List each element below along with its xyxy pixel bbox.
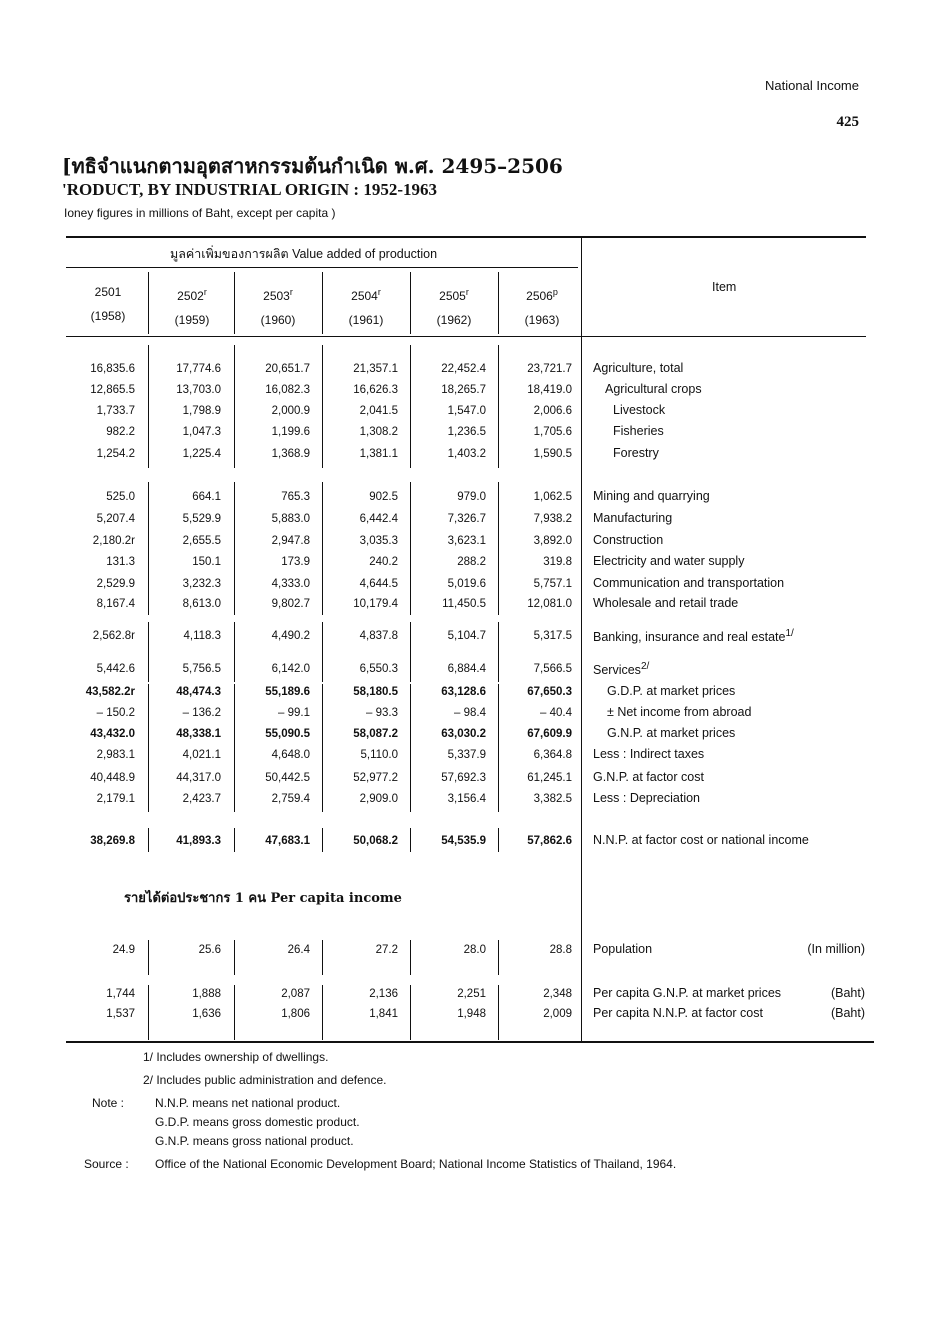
table-cell: 44,317.0: [176, 772, 221, 784]
table-cell: 52,977.2: [353, 772, 398, 784]
table-cell: 8,613.0: [182, 598, 221, 610]
column-year-be: 2503$^r$: [263, 287, 293, 303]
table-cell: 40,448.9: [90, 772, 135, 784]
table-cell: 525.0: [106, 491, 135, 503]
table-cell: 5,757.1: [533, 578, 572, 590]
row-label: G.N.P. at market prices: [607, 726, 736, 740]
table-cell: 979.0: [457, 491, 486, 503]
table-cell: 50,442.5: [265, 772, 310, 784]
table-cell: 4,837.8: [359, 630, 398, 642]
table-cell: 7,566.5: [533, 663, 572, 675]
per-capita-cell: 28.8: [549, 944, 572, 956]
per-capita-cell: 1,636: [192, 1008, 221, 1020]
table-cell: 4,333.0: [271, 578, 310, 590]
table-cell: 5,019.6: [447, 578, 486, 590]
table-cell: 16,835.6: [90, 363, 135, 375]
group-header: มูลค่าเพิ่มของการผลิต Value added of production: [170, 247, 438, 261]
table-cell: 5,529.9: [182, 513, 221, 525]
subtitle: Ioney figures in millions of Baht, except per capita ): [64, 206, 336, 220]
per-capita-label: Per capita N.N.P. at factor cost: [593, 1006, 763, 1020]
table-cell: 4,644.5: [359, 578, 398, 590]
column-divider: [148, 272, 149, 334]
table-cell: 902.5: [369, 491, 398, 503]
item-header: Item: [712, 280, 737, 294]
table-cell: 1,381.1: [359, 448, 398, 460]
section-header: National Income: [765, 78, 859, 93]
table-cell: 3,382.5: [533, 793, 572, 805]
table-cell: 4,490.2: [271, 630, 310, 642]
row-label: Forestry: [613, 446, 659, 460]
column-header: [412, 280, 496, 332]
source-text: Office of the National Economic Development Board; National Income Statistics of Thailand, 1964.: [155, 1157, 677, 1171]
table-cell: 6,364.8: [533, 749, 572, 761]
group-header-rule: [66, 267, 578, 268]
row-label: G.D.P. at market prices: [607, 684, 736, 698]
column-divider: [234, 272, 235, 334]
table-cell: 6,884.4: [447, 663, 486, 675]
column-year-ad: (1963): [524, 313, 560, 327]
footnote-ref: 1/: [785, 628, 794, 639]
column-header: [324, 280, 408, 332]
table-cell: 4,118.3: [183, 630, 221, 642]
column-header: [66, 280, 150, 328]
per-capita-header: รายได้ต่อประชากร 1 คน Per capita income: [124, 891, 402, 906]
table-cell: 2,529.9: [96, 578, 135, 590]
per-capita-label: Per capita G.N.P. at market prices: [593, 986, 782, 1000]
table-cell: 9,802.7: [271, 598, 310, 610]
table-cell: – 99.1: [278, 707, 310, 719]
table-cell: 1,368.9: [271, 448, 310, 460]
table-cell: 4,648.0: [271, 749, 310, 761]
note-nnp: N.N.P. means net national product.: [155, 1096, 341, 1110]
table-cell: 2,000.9: [271, 405, 310, 417]
row-label: Electricity and water supply: [593, 554, 745, 568]
per-capita-cell: 1,537: [106, 1008, 135, 1020]
table-cell: 5,442.6: [96, 663, 135, 675]
table-cell: 47,683.1: [265, 835, 310, 847]
table-cell: 67,650.3: [527, 686, 572, 698]
table-cell: 41,893.3: [176, 835, 221, 847]
table-cell: 7,938.2: [533, 513, 572, 525]
table-cell: 1,733.7: [96, 405, 135, 417]
row-label: Less : Indirect taxes: [593, 747, 705, 761]
table-cell: 20,651.7: [265, 363, 310, 375]
table-cell: 48,474.3: [176, 686, 221, 698]
table-cell: 5,756.5: [182, 663, 221, 675]
table-cell: 1,798.9: [182, 405, 221, 417]
table-cell: 61,245.1: [527, 772, 572, 784]
per-capita-cell: 1,806: [281, 1008, 310, 1020]
table-cell: 6,550.3: [359, 663, 398, 675]
table-cell: 1,705.6: [533, 426, 572, 438]
table-cell: 765.3: [281, 491, 310, 503]
column-divider: [410, 272, 411, 334]
table-cell: 240.2: [369, 556, 398, 568]
table-cell: 17,774.6: [176, 363, 221, 375]
table-cell: 7,326.7: [447, 513, 486, 525]
table-cell: 6,442.4: [359, 513, 398, 525]
table-cell: 1,062.5: [533, 491, 572, 503]
column-year-ad: (1959): [174, 313, 210, 327]
column-year-ad: (1961): [348, 313, 384, 327]
table-cell: 55,090.5: [265, 728, 310, 740]
row-label: Services$^{2/}$: [593, 661, 650, 678]
table-cell: 2,006.6: [533, 405, 572, 417]
footnote-2: 2/ Includes public administration and defence.: [143, 1073, 387, 1087]
table-cell: 55,189.6: [265, 686, 310, 698]
table-cell: 1,308.2: [359, 426, 398, 438]
per-capita-cell: 27.2: [375, 944, 398, 956]
table-cell: 38,269.8: [90, 835, 135, 847]
table-cell: 48,338.1: [176, 728, 221, 740]
column-year-ad: (1962): [436, 313, 472, 327]
table-cell: 43,582.2r: [85, 686, 135, 698]
per-capita-unit: (In million): [807, 942, 865, 956]
per-capita-label: Population: [593, 942, 653, 956]
table-cell: 1,254.2: [96, 448, 135, 460]
table-cell: 16,082.3: [265, 384, 310, 396]
table-cell: 1,236.5: [447, 426, 486, 438]
column-header: [236, 280, 320, 332]
per-capita-cell: 2,348: [543, 988, 572, 1000]
table-cell: 5,883.0: [271, 513, 310, 525]
per-capita-cell: 2,251: [457, 988, 486, 1000]
row-label: Construction: [593, 533, 664, 547]
table-cell: 664.1: [192, 491, 221, 503]
table-cell: 13,703.0: [176, 384, 221, 396]
table-cell: – 150.2: [96, 707, 135, 719]
table-cell: 2,423.7: [182, 793, 221, 805]
column-divider: [498, 272, 499, 334]
table-cell: 1,199.6: [271, 426, 310, 438]
per-capita-cell: 2,087: [281, 988, 310, 1000]
table-cell: 2,041.5: [359, 405, 398, 417]
per-capita-cell: 2,136: [369, 988, 398, 1000]
table-cell: 57,692.3: [441, 772, 486, 784]
table-cell: 3,156.4: [447, 793, 486, 805]
header-bottom-rule: [66, 336, 866, 337]
table-cell: 58,087.2: [353, 728, 398, 740]
per-capita-cell: 1,948: [457, 1008, 486, 1020]
table-cell: 5,337.9: [447, 749, 486, 761]
table-cell: 5,207.4: [96, 513, 135, 525]
table-cell: 3,892.0: [533, 535, 572, 547]
footnote-ref: 2/: [640, 661, 650, 672]
table-cell: 173.9: [281, 556, 310, 568]
table-cell: 2,655.5: [182, 535, 221, 547]
row-label: Banking, insurance and real estate$^{1/}$: [593, 628, 794, 645]
row-label: Less : Depreciation: [593, 791, 701, 805]
table-cell: 43,432.0: [90, 728, 135, 740]
table-cell: – 40.4: [540, 707, 572, 719]
column-year-flag: r: [465, 287, 469, 297]
table-cell: 10,179.4: [353, 598, 398, 610]
row-label: N.N.P. at factor cost or national income: [593, 833, 809, 847]
table-cell: 22,452.4: [441, 363, 486, 375]
column-header: [150, 280, 234, 332]
table-cell: 1,403.2: [447, 448, 486, 460]
per-capita-unit: (Baht): [830, 986, 865, 1000]
column-year-flag: r: [289, 287, 293, 297]
column-year-be: 2502$^r$: [177, 287, 207, 303]
table-cell: 58,180.5: [353, 686, 398, 698]
table-cell: 18,419.0: [527, 384, 572, 396]
footnote-1: 1/ Includes ownership of dwellings.: [143, 1050, 329, 1064]
per-capita-cell: 26.4: [287, 944, 310, 956]
row-label: Livestock: [613, 403, 666, 417]
row-label: Agriculture, total: [593, 361, 684, 375]
table-cell: 982.2: [106, 426, 135, 438]
table-cell: 150.1: [192, 556, 221, 568]
row-label: Agricultural crops: [605, 382, 702, 396]
column-year-be: 2504$^r$: [351, 287, 381, 303]
table-cell: 2,759.4: [271, 793, 310, 805]
column-divider: [322, 272, 323, 334]
table-cell: 1,547.0: [447, 405, 486, 417]
table-cell: 12,865.5: [90, 384, 135, 396]
table-cell: 1,590.5: [533, 448, 572, 460]
table-cell: 3,623.1: [447, 535, 486, 547]
table-cell: – 93.3: [366, 707, 398, 719]
table-cell: 5,317.5: [533, 630, 572, 642]
table-cell: 5,110.0: [360, 749, 398, 761]
table-cell: 23,721.7: [527, 363, 572, 375]
row-label: G.N.P. at factor cost: [593, 770, 704, 784]
row-label: ± Net income from abroad: [607, 705, 752, 719]
table-cell: 21,357.1: [353, 363, 398, 375]
row-label: Wholesale and retail trade: [593, 596, 739, 610]
table-cell: 54,535.9: [441, 835, 486, 847]
column-year-ad: (1958): [90, 309, 126, 323]
table-top-rule: [66, 236, 866, 238]
row-label: Mining and quarrying: [593, 489, 710, 503]
table-cell: 67,609.9: [527, 728, 572, 740]
table-cell: – 98.4: [454, 707, 486, 719]
table-cell: 6,142.0: [271, 663, 310, 675]
row-label: Fisheries: [613, 424, 664, 438]
table-cell: 63,030.2: [441, 728, 486, 740]
table-cell: 288.2: [457, 556, 486, 568]
per-capita-unit: (Baht): [830, 1006, 865, 1020]
table-cell: 50,068.2: [353, 835, 398, 847]
column-year-be: 2501: [94, 285, 122, 299]
table-cell: 1,047.3: [182, 426, 221, 438]
title-thai: [ทธิจำแนกตามอุตสาหกรรมต้นกำเนิด พ.ศ. 2495–2506: [62, 154, 563, 178]
per-capita-cell: 1,744: [106, 988, 135, 1000]
source-label: Source :: [84, 1157, 129, 1171]
item-column-divider: [581, 238, 582, 1041]
table-cell: 4,021.1: [182, 749, 221, 761]
table-cell: 1,225.4: [182, 448, 221, 460]
per-capita-cell: 2,009: [543, 1008, 572, 1020]
page-number: 425: [836, 114, 859, 130]
per-capita-cell: 1,888: [192, 988, 221, 1000]
table-cell: 5,104.7: [447, 630, 486, 642]
table-bottom-rule: [66, 1041, 874, 1043]
table-cell: 2,180.2r: [92, 535, 135, 547]
note-label: Note :: [92, 1096, 125, 1110]
table-cell: 319.8: [543, 556, 572, 568]
table-cell: 16,626.3: [353, 384, 398, 396]
table-cell: 8,167.4: [96, 598, 135, 610]
column-year-flag: p: [552, 287, 558, 297]
note-gdp: G.D.P. means gross domestic product.: [155, 1115, 360, 1129]
per-capita-cell: 28.0: [463, 944, 486, 956]
column-year-flag: r: [377, 287, 381, 297]
column-year-ad: (1960): [260, 313, 296, 327]
per-capita-cell: 1,841: [369, 1008, 398, 1020]
table-cell: 3,232.3: [182, 578, 221, 590]
table-cell: 2,909.0: [359, 793, 398, 805]
column-year-be: 2505$^r$: [439, 287, 469, 303]
table-cell: 3,035.3: [359, 535, 398, 547]
column-year-flag: r: [203, 287, 207, 297]
per-capita-cell: 25.6: [198, 944, 221, 956]
column-year-be: 2506$^p$: [526, 287, 558, 303]
table-cell: 12,081.0: [527, 598, 572, 610]
table-cell: 2,179.1: [96, 793, 135, 805]
table-cell: 63,128.6: [441, 686, 486, 698]
table-cell: 18,265.7: [441, 384, 486, 396]
title-english: 'RODUCT, BY INDUSTRIAL ORIGIN : 1952-1963: [62, 180, 437, 199]
row-label: Communication and transportation: [593, 576, 785, 590]
column-header: [500, 280, 584, 332]
table-cell: 2,983.1: [96, 749, 135, 761]
table-cell: 11,450.5: [442, 598, 486, 610]
table-cell: 57,862.6: [527, 835, 572, 847]
per-capita-cell: 24.9: [112, 944, 135, 956]
table-cell: 2,947.8: [271, 535, 310, 547]
row-label: Manufacturing: [593, 511, 673, 525]
table-cell: – 136.2: [182, 707, 221, 719]
table-cell: 2,562.8r: [92, 630, 135, 642]
table-cell: 131.3: [106, 556, 135, 568]
note-gnp: G.N.P. means gross national product.: [155, 1134, 354, 1148]
